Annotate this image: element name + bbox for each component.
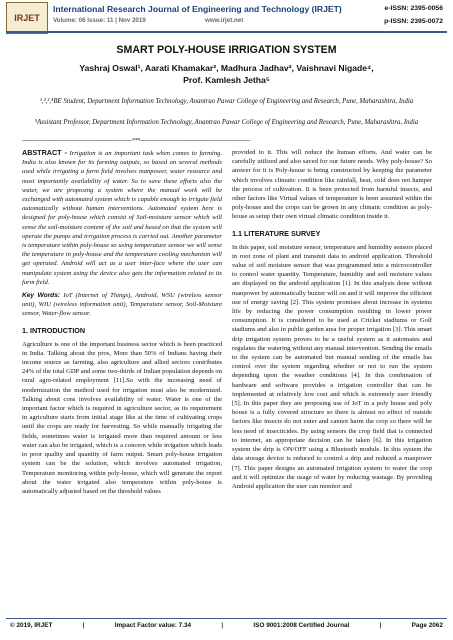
authors-line-2: Prof. Kamlesh Jetha⁵	[183, 75, 270, 85]
footer-page-number: Page 2062	[411, 622, 443, 629]
footer-separator: |	[82, 622, 85, 629]
author-list	[20, 62, 433, 86]
authors-line-1: Yashraj Oswal¹, Aarati Khamakar², Madhura Jadhav³, Vaishnavi Nigade⁴,	[79, 63, 374, 73]
literature-survey-text: In this paper, soil moisture sensor, temperature and humidity sensors placed in root zone of plant and transmit data to android application. Threshold value of soil moisture sensor that was programmed into a microcontroller to control water quantity. Temperature, humidity and soil moisture values are displayed on the android application [1]. In this analysis done without manpower by automatically buzzer will on and it will improve the efficient use of energy saving [2]. This system promises about increase in systems life by reducing the power consumption resulting in lower power consumption. It is considered to be used at Cricket stadiums or Golf stadiums and also in public garden area for proper irrigation [3]. This smart drip irrigation system proves to be a useful system as it automates and regulates the watering without any manual intervention. Sending the emails to the system can be automated but manual sending of the emails has control over the system regarding whether or not to run the system depending upon the weather conditions [4]. In this combination of hardware and software provides a irrigation controller that can be implemented at relatively low cost and which is extremely user friendly [5]. In this paper they are proposing use of IoT in a poly house and poly house is a fully covered structure so there is almost no effect of outside factors like insects do not enter and cannot harm the crop so there will be less need of insecticides. By using sensors the crop field that is connected to internet, an appropriate decision can be taken [6]. In this irrigation system the drip is ON/OFF using a Bluetooth module. In this system the data storage device is reduced to control a drip and reduced a manpower [7]. This paper designs an automated irrigation system to water the crop and it will optimize the usage of water by reducing wastage. By providing Android application the user can monitor and	[232, 243, 432, 490]
journal-footer	[0, 622, 453, 629]
p-issn: p-ISSN: 2395-0072	[384, 18, 443, 25]
left-column	[22, 148, 222, 500]
journal-url[interactable]: www.irjet.net	[205, 17, 244, 24]
header-rule	[6, 31, 447, 33]
keywords-text: IoT (Internet of Things), Android, WSU (wireless sensor unit), WIU (wireless information unit), Temperature sensor, Soil-Moisture sensor, Water-flow sensor.	[22, 292, 222, 318]
volume-issue: Volume: 06 Issue: 11 | Nov 2019	[53, 17, 146, 24]
footer-iso: ISO 9001:2008 Certified Journal	[253, 622, 350, 629]
section-separator: ---------------------------------------------------------------------***---------------------------------------------------------------------	[22, 138, 251, 144]
journal-header	[0, 0, 453, 36]
introduction-text: Agriculture is one of the important business sector which is been practiced in India. Talking about the pros, More than 50% of Indians having their income source as farming, also agriculture and allied sectors contributes 24% of the total GDP and some two-thirds of Indian population depends on rural agro-related employment [11].So with the increasing need of modernization the method used for irrigation must also be modernized. Talking about cons involves availability of water. Water is one of the important factor which is required in agriculture sector, as its requirement in agriculture starts from initial stage like at the time of cultivating crops until the crops are ready for harvesting. So while manually irrigating the fields, sometimes water is irrigated more than required amount or less water can also be irrigated, which is a concern while irrigation which leads to poor quality and quantity of farm output. Smart poly-house irrigation system can be the solution, which involves automated irrigation, Temperature monitoring within poly-house, which will generate the report about the water irrigated also temperature within poly-house is automatically adjusted based on the threshold values	[22, 340, 222, 495]
affiliation-students: ¹,²,³,⁴BE Student, Department Information Technology, Anantrao Pawar College of Engineering and Research, Pune, Maharashtra, India	[39, 98, 414, 105]
footer-separator: |	[221, 622, 224, 629]
abstract-label: ABSTRACT -	[22, 148, 67, 157]
right-column	[232, 148, 432, 495]
footer-rule	[6, 618, 447, 619]
introduction-continued: provided to it. This will reduce the human efforts. And water can be carefully utilized and also saved for our future needs. Why poly-house? So answer for it is Poly-house is being constructed by keeping the parameter which involves climatic condition like rainfall, heat, cold does not hamper the process of cultivation. It is been protected from harmful insects, and other factors like Virtual values of temperature is been assumed within the poly-house and the crops can be grown in any climatic condition as poly-house as setup their own virtual climatic condition inside it.	[232, 149, 432, 221]
keywords-paragraph	[22, 291, 222, 319]
footer-impact-factor: Impact Factor value: 7.34	[114, 622, 192, 629]
journal-title: International Research Journal of Engineering and Technology (IRJET)	[53, 4, 342, 14]
abstract-paragraph	[22, 148, 222, 287]
footer-separator: |	[379, 622, 382, 629]
literature-survey-heading: 1.1 LITERATURE SURVEY	[232, 228, 321, 238]
affiliation-professor: ⁵Assistant Professor, Department Information Technology, Anantrao Pawar College of Engineering and Research, Pune, Maharashtra, India	[34, 119, 419, 126]
paper-title: SMART POLY-HOUSE IRRIGATION SYSTEM	[116, 44, 337, 56]
abstract-text: Irrigation is an important task when comes to farming. India is also known for its farming outputs, so based on several methods used while irrigating a farm field involves manpower, water resource and most importantly availability of water. So to save these efforts also the water, we are proposing a system where the manual work will be exchanged with automated system which is capable enough to irrigate field automatically without human interventions. Automated system here is designed for poly-house which consist of Soil-moisture sensor which will sense the soil-moisture content of the soil and based on that the system will operate the pumps and irrigation process is carried out. Another parameter is temperature within poly-house so using temperature sensor we will sense the temperature in poly-house and the temperature cooling mechanism will get operated. Android will act as a user inter-face where the user can manipulate system using the device also gets the information related to its farm field.	[22, 150, 222, 286]
keywords-label: Key Words:	[22, 292, 61, 300]
footer-copyright: © 2019, IRJET	[10, 622, 53, 629]
e-issn: e-ISSN: 2395-0056	[384, 5, 443, 12]
journal-logo: IRJET	[6, 2, 48, 34]
introduction-heading: 1. INTRODUCTION	[22, 325, 86, 335]
